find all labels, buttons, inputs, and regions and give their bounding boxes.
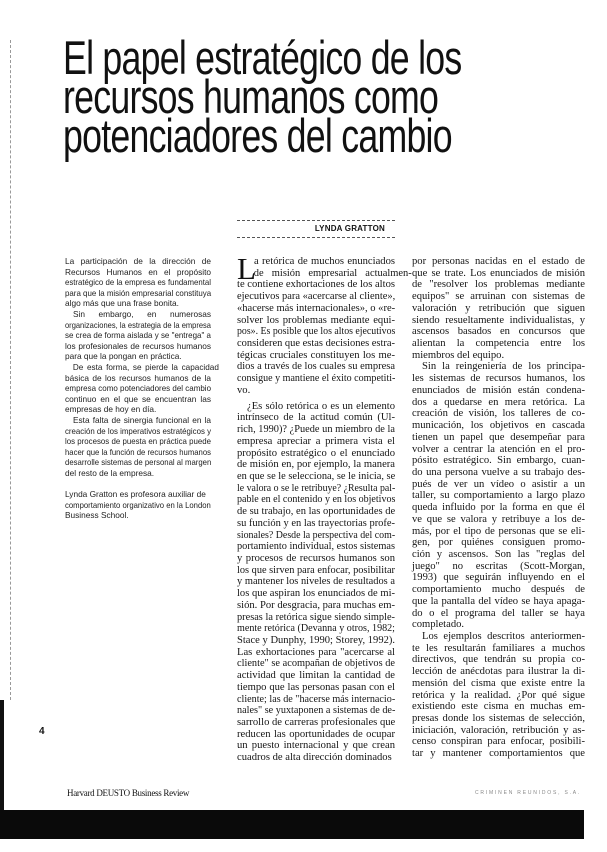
text-line: que la pantalla del vídeo se haya apaga- (412, 595, 585, 607)
text-line: Lynda Gratton es profesora auxiliar de (65, 489, 206, 500)
text-line: estratégico de la empresa es fundamental (65, 277, 211, 288)
paragraph (412, 631, 585, 760)
text-line: pósito estratégico. Sin embargo, cuan- (412, 455, 585, 467)
text-line: existiendo este cisma en muchas em- (412, 701, 585, 713)
text-line: Las exhortaciones para "acercarse al (237, 646, 395, 658)
text-line: los que aspiran los enunciados de mi- (237, 588, 395, 600)
title-line: recursos humanos como (63, 70, 439, 123)
text-line: equipos" se arruinan con sistemas de (412, 291, 585, 303)
text-line: pable en el contenido y en los objetivos (237, 494, 396, 506)
text-line: comportamiento mucho después de (412, 584, 585, 596)
text-line: hacer que la función de recursos humanos (65, 446, 211, 457)
text-line: mente retórica (Devanna y otros, 1982; (237, 623, 395, 635)
text-line: solver los problemas mediante equi- (237, 314, 395, 326)
text-line: empresas de hoy en día. (65, 404, 157, 415)
text-line: consideren que estas decisiones estra- (237, 338, 396, 350)
text-line: por personas nacidas en el estado de (412, 256, 585, 267)
text-line: mensión del cisma que existe entre la (412, 677, 585, 689)
text-line: rich, 1990)? ¿Puede un miembro de la (237, 424, 395, 436)
body-column-right (412, 256, 585, 760)
text-line: ascensos basados en concursos que (412, 326, 585, 338)
text-line: Los ejemplos descritos anteriormen- (422, 631, 585, 642)
text-line: alientan la competencia entre los (412, 338, 585, 350)
scan-border-band (0, 810, 584, 839)
text-line: los profesionales de recursos humanos (65, 340, 211, 351)
text-line: desarrolle sistemas de personal al margen (65, 457, 212, 468)
text-line: del resto de la empresa. (65, 467, 155, 478)
scan-edge-mark (10, 40, 11, 700)
text-line: pos». Es posible que los altos ejecutivos (237, 326, 396, 338)
text-line: organizaciones, la estrategia de la empresa (65, 319, 211, 330)
text-line: tar y mantener comportamientos que (412, 748, 585, 760)
text-line: Recursos Humanos en el propósito (65, 266, 211, 277)
text-line: le valora o se le retribuye? ¿Resulta pal- (237, 482, 396, 494)
text-line: continuo en el que se encuentran las (65, 393, 211, 404)
text-line: y mantener los niveles de resultados a (237, 576, 395, 588)
text-line: comportamiento organizativo en la London (65, 499, 211, 510)
author-name: LYNDA GRATTON (314, 224, 385, 233)
text-line: gen, por quiénes consiguen promo- (412, 537, 585, 549)
text-line: tiempo que las personas pasan con el (237, 681, 395, 693)
text-line: creación de visión, los talleres de co- (412, 408, 585, 420)
paragraph (237, 401, 395, 764)
text-line: «hacerse más internacionales», o «re- (237, 302, 396, 314)
text-line: empresa apreciar a primera vista el (237, 435, 395, 447)
text-line: pués de ver un vídeo o asistir a un (412, 478, 585, 490)
page-number: 4 (39, 726, 45, 737)
text-line: ción y ascensos. Son las "reglas del (412, 548, 585, 560)
title-line: El papel estratégico de los (63, 31, 462, 84)
text-line: ¿Es sólo retórica o es un elemento (247, 400, 395, 412)
text-line: valoración y retribución que siguen (412, 302, 585, 314)
text-line: queda influido por la forma en que él (412, 502, 585, 514)
text-line: Sin la reingeniería de los principa- (422, 361, 585, 373)
title-line: potenciadores del cambio (63, 109, 452, 162)
text-line: tégicas cruciales constituyen los me- (237, 349, 395, 361)
text-line: para que la misión empresarial constituya (65, 287, 212, 298)
text-line: presas la retórica sigue siendo simple- (237, 611, 395, 623)
scan-edge-shadow (0, 700, 4, 810)
paragraph (65, 415, 211, 479)
text-line: de misión en, por ejemplo, la manera (237, 459, 395, 471)
sidebar-summary (65, 256, 219, 521)
text-line: y procesos de recursos humanos son (237, 552, 395, 564)
text-line: censo conspiran para enfocar, posibili- (412, 736, 585, 748)
text-line: Esta falta de sinergia funcional en la (73, 414, 211, 425)
text-line: nales" se yuxtaponen a sistemas de de- (237, 705, 396, 717)
text-line: presas donde los sistemas de selección, (412, 713, 585, 725)
text-line: sión. Por desgracia, para muchas em- (237, 599, 395, 611)
paragraph (65, 256, 211, 309)
text-line: enunciados de misión están condena- (412, 384, 585, 396)
text-line: cuadros de alta dirección dominados (237, 752, 392, 764)
text-line: se crea de forma aislada y se "entrega" a (65, 330, 211, 341)
text-line: de su trabajo, en las oportunidades de (237, 506, 396, 518)
text-line: portamiento individual, estos sistemas (237, 541, 395, 553)
text-line: dios a través de los cuales su empresa (237, 361, 395, 373)
text-line: sionales? Desde la perspectiva del com- (237, 529, 396, 541)
text-line: do o el programa del taller se haya (412, 607, 585, 619)
text-line: La participación de la dirección de (65, 256, 211, 266)
text-line: algo más que una frase bonita. (65, 298, 179, 309)
text-line: los procesos de puesta en práctica puede (65, 436, 211, 447)
text-line: Sin embargo, en numerosas (73, 308, 211, 319)
text-line: creación de los imperativos estratégicos y (65, 425, 212, 436)
body-column-middle (237, 251, 412, 764)
byline (237, 220, 395, 238)
divider (237, 220, 395, 221)
text-line: tienen un papel que desempeñar para (412, 431, 585, 443)
text-line: para que la pongan en práctica. (65, 351, 182, 362)
text-line: cliente" se acompañan de objetivos de (237, 658, 395, 670)
text-line: en que se le selecciona, se le inicia, se (237, 470, 396, 482)
text-line: propósito estratégico o el enunciado (237, 447, 395, 459)
text-line: do una persona vuelve a su trabajo des- (412, 466, 585, 478)
drop-cap: L (237, 251, 256, 286)
text-line: de misión empresarial actualmen- (253, 267, 412, 279)
text-line: iniciación, valoración, retribución y as- (412, 724, 585, 736)
text-line: vo. (237, 384, 251, 396)
text-line: reducen las oportunidades de ocupar (237, 728, 395, 740)
text-line: un puesto internacional y que crean (237, 740, 395, 752)
text-line: municación, los objetivos en cascada (412, 420, 585, 432)
text-line: ve que se valora y retribuye a los de- (412, 513, 585, 525)
text-line: Stace y Dunphy, 1990; Storey, 1992). (237, 635, 395, 646)
text-line: a retórica de muchos enunciados (254, 256, 395, 267)
text-line: dos a quedarse en mera retórica. La (412, 396, 585, 408)
text-line: lección de anécdotas para ilustrar la di- (412, 666, 585, 678)
text-line: 1993) que seguirán influyendo en el (412, 572, 585, 584)
article-title (63, 31, 462, 162)
paragraph-gap (65, 478, 211, 489)
text-line: sarrollo de carreras profesionales que (237, 717, 396, 729)
text-line: les sistemas de recursos humanos, los (412, 373, 585, 385)
text-line: juego" no escritas (Scott-Morgan, (412, 560, 585, 572)
text-line: actividad que limitan la cantidad de (237, 670, 395, 682)
paragraph (65, 309, 211, 362)
text-line: retórica y la realidad. ¿Por qué sigue (412, 689, 585, 701)
text-line: empresa como potenciadores del cambio (65, 383, 211, 394)
divider (237, 237, 395, 238)
text-line: taller, su comportamiento a largo plazo (412, 490, 585, 502)
paragraph (412, 361, 585, 631)
text-line: Business School. (65, 510, 129, 521)
text-line: que se trate. Los enunciados de misión (412, 267, 585, 279)
text-line: más, por el tipo de personas que se eli- (412, 525, 585, 537)
text-line: su función y en las trayectorias profe- (237, 517, 396, 529)
paragraph (412, 256, 585, 361)
text-line: te les resultarán familiares a muchos (412, 642, 585, 654)
text-line: miembros del equipo. (412, 349, 505, 361)
footer-printer: CRIMINEN REUNIDOS, S.A. (475, 790, 582, 796)
text-line: siendo resueltamente individualistas, y (412, 314, 585, 326)
text-line: directivos, que tendrán su propia co- (412, 654, 585, 666)
text-line: los que sirven para enfocar, posibilitar (237, 564, 395, 576)
paragraph (237, 251, 412, 397)
text-line: te contiene exhortaciones de los altos (237, 279, 395, 291)
text-line: cliente; las de "hacerse más internacio- (237, 693, 396, 705)
text-line: de "resolver los problemas mediante (412, 279, 585, 291)
text-line: De esta forma, se pierde la capacidad (72, 361, 219, 372)
text-line: intrínseco de la actitud común (Ul- (237, 412, 395, 424)
text-line: básica de los recursos humanos de la (65, 372, 211, 383)
footer-publication: Harvard DEUSTO Business Review (67, 788, 190, 798)
text-line: ejecutivos para «acercarse al cliente», (237, 291, 396, 303)
paragraph (65, 361, 219, 415)
text-line: volver a centrar la atención en el pro- (412, 443, 585, 455)
author-bio (65, 489, 211, 521)
text-line: consigue y mantiene el éxito competiti- (237, 373, 396, 385)
text-line: completado. (412, 619, 465, 631)
